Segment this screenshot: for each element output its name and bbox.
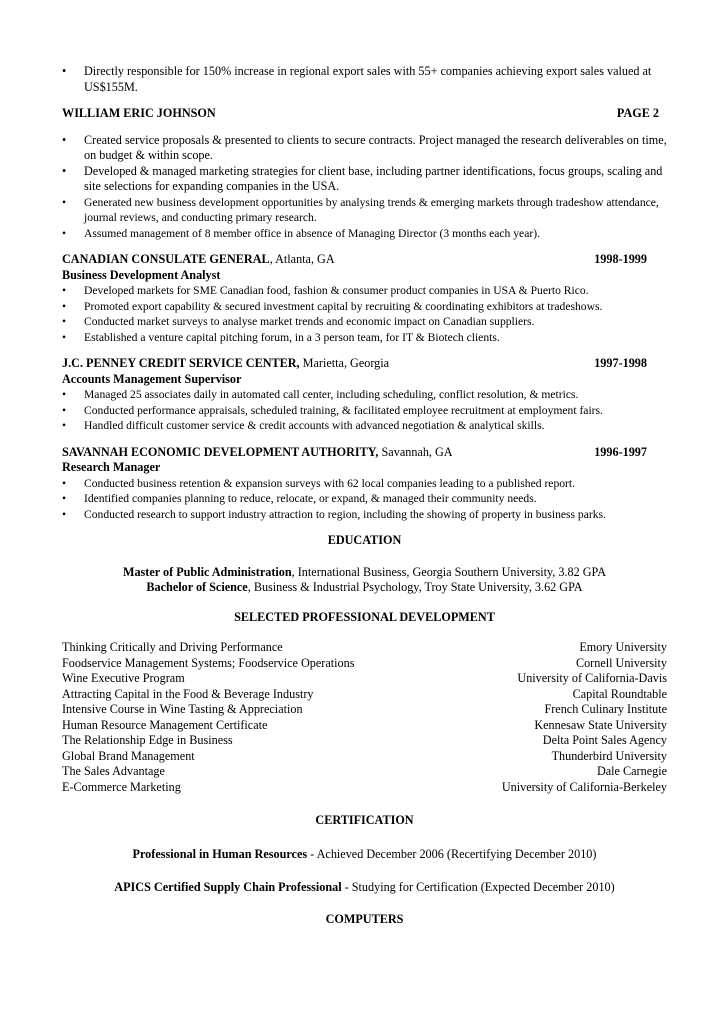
institution-name: Dale Carnegie xyxy=(596,764,667,778)
bullet-icon: • xyxy=(62,419,67,432)
bullet-icon: • xyxy=(62,476,67,490)
list-item: • Generated new business development opportunities by analysing trends & emerging markets through tradeshow attendance, journal reviews, and conducting primary research. xyxy=(62,195,659,224)
list-item: • Created service proposals & presented to clients to secure contracts. Project managed the research deliverables on time, on budget & within scope. xyxy=(62,132,667,162)
section-title-education: EDUCATION xyxy=(327,533,402,547)
list-item xyxy=(62,702,667,718)
section-title-computers: COMPUTERS xyxy=(325,911,404,926)
list-item: • Handled difficult customer service & credit accounts with advanced negotiation & analytical skills. xyxy=(62,419,545,432)
institution-name: Capital Roundtable xyxy=(572,686,667,701)
bullet-icon: • xyxy=(62,163,67,178)
list-item: • Managed 25 associates daily in automated call center, including scheduling, conflict resolution, & metrics. xyxy=(62,388,579,401)
institution-name: University of California-Berkeley xyxy=(501,779,667,794)
institution-name: Delta Point Sales Agency xyxy=(542,733,667,747)
degree-name: Bachelor of Science xyxy=(146,580,248,594)
page-number: PAGE 2 xyxy=(616,106,659,120)
job-bullet-list xyxy=(62,476,667,523)
degree-line xyxy=(62,580,667,596)
bullet-icon: • xyxy=(62,64,67,78)
list-item xyxy=(62,718,667,734)
bullet-icon: • xyxy=(62,507,67,521)
list-item: • Conducted performance appraisals, scheduled training, & facilitated employee recruitment at employment fairs. xyxy=(62,403,603,417)
list-item xyxy=(62,764,667,780)
list-item xyxy=(62,749,667,765)
section-title-development: SELECTED PROFESSIONAL DEVELOPMENT xyxy=(234,609,495,624)
institution-name: University of California-Davis xyxy=(517,671,667,685)
institution-name: Cornell University xyxy=(575,655,667,670)
bullet-icon: • xyxy=(62,492,67,505)
job-dates: 1998-1999 xyxy=(594,252,647,266)
bullet-icon: • xyxy=(62,388,67,401)
job-bullet-list xyxy=(62,387,667,434)
course-name: Intensive Course in Wine Tasting & Appreciation xyxy=(62,702,303,716)
job-header xyxy=(62,356,667,372)
bullet-icon: • xyxy=(62,315,67,328)
continued-bullet-list xyxy=(62,133,667,242)
employer-name: CANADIAN CONSULATE GENERAL xyxy=(62,252,270,266)
job-title: Business Development Analyst xyxy=(62,267,221,282)
list-item: • Developed markets for SME Canadian food, fashion & consumer product companies in USA & Puerto Rico. xyxy=(62,284,589,297)
employer-location: Marietta, Georgia xyxy=(299,356,390,370)
course-name: The Sales Advantage xyxy=(62,764,165,778)
bullet-icon: • xyxy=(62,284,67,297)
institution-name: Kennesaw State University xyxy=(534,717,667,732)
list-item xyxy=(62,671,667,687)
course-name: Wine Executive Program xyxy=(62,671,185,685)
course-name: Foodservice Management Systems; Foodservice Operations xyxy=(62,655,355,670)
list-item xyxy=(62,733,667,749)
list-item: • Conducted market surveys to analyse market trends and economic impact on Canadian suppliers. xyxy=(62,315,535,328)
list-item: • Assumed management of 8 member office in absence of Managing Director (3 months each year). xyxy=(62,226,540,240)
list-item: • Directly responsible for 150% increase in regional export sales with 55+ companies achieving export sales valued at US$155M. xyxy=(62,64,652,94)
course-name: Human Resource Management Certificate xyxy=(62,717,268,732)
employer-name: J.C. PENNEY CREDIT SERVICE CENTER, xyxy=(62,356,300,370)
job-header xyxy=(62,445,667,461)
bullet-icon: • xyxy=(62,330,67,344)
institution-name: Emory University xyxy=(579,640,667,654)
certification-line xyxy=(62,880,667,896)
resume-page-2 xyxy=(62,64,667,927)
job-title: Accounts Management Supervisor xyxy=(62,371,242,386)
institution-name: Thunderbird University xyxy=(551,748,667,763)
job-title: Research Manager xyxy=(62,460,161,474)
list-item: • Identified companies planning to reduce, relocate, or expand, & managed their community needs. xyxy=(62,492,537,505)
degree-name: Master of Public Administration xyxy=(122,564,292,579)
certification-detail: - Studying for Certification (Expected December 2010) xyxy=(341,880,615,894)
certification-detail: - Achieved December 2006 (Recertifying December 2010) xyxy=(307,846,597,861)
certification-name: APICS Certified Supply Chain Professional xyxy=(114,880,342,894)
list-item xyxy=(62,780,667,796)
job-dates: 1997-1998 xyxy=(594,356,647,370)
job-header xyxy=(62,252,667,268)
list-item: • Developed & managed marketing strategies for client base, including partner identifications, focus groups, scaling and site selections for expanding companies in the USA. xyxy=(62,163,663,193)
job-dates: 1996-1997 xyxy=(594,444,647,459)
bullet-icon: • xyxy=(62,403,67,417)
course-name: The Relationship Edge in Business xyxy=(62,733,233,747)
bullet-icon: • xyxy=(62,299,67,313)
bullet-icon: • xyxy=(62,132,67,147)
course-name: Thinking Critically and Driving Performance xyxy=(62,640,283,654)
institution-name: French Culinary Institute xyxy=(544,702,667,716)
employer-location: , Atlanta, GA xyxy=(269,252,335,266)
list-item xyxy=(62,656,667,672)
page-header xyxy=(62,106,667,122)
bullet-icon: • xyxy=(62,195,67,209)
section-title-certification: CERTIFICATION xyxy=(315,813,414,827)
employer-location: Savannah, GA xyxy=(378,444,453,459)
certification-name: Professional in Human Resources xyxy=(132,846,308,861)
course-name: Global Brand Management xyxy=(62,748,195,763)
list-item: • Conducted business retention & expansion surveys with 62 local companies leading to a published report. xyxy=(62,476,576,490)
candidate-name: WILLIAM ERIC JOHNSON xyxy=(62,106,216,120)
list-item xyxy=(62,687,667,703)
course-name: Attracting Capital in the Food & Beverage Industry xyxy=(62,686,314,701)
list-item: • Established a venture capital pitching forum, in a 3 person team, for IT & Biotech clients. xyxy=(62,330,500,344)
degree-detail: , International Business, Georgia Southern University, 3.82 GPA xyxy=(291,564,607,579)
list-item: • Promoted export capability & secured investment capital by recruiting & coordinating exhibitors at tradeshows. xyxy=(62,299,603,313)
degree-detail: , Business & Industrial Psychology, Troy State University, 3.62 GPA xyxy=(247,580,583,594)
list-item: • Conducted research to support industry attraction to region, including the showing of property in business parks. xyxy=(62,507,606,521)
employer-name: SAVANNAH ECONOMIC DEVELOPMENT AUTHORITY, xyxy=(62,444,379,459)
development-list xyxy=(62,640,667,795)
degree-line xyxy=(62,565,667,581)
intro-bullet-list xyxy=(62,64,667,95)
course-name: E-Commerce Marketing xyxy=(62,779,181,794)
certification-line xyxy=(62,847,667,863)
bullet-icon: • xyxy=(62,226,67,240)
job-bullet-list xyxy=(62,283,667,345)
list-item xyxy=(62,640,667,656)
